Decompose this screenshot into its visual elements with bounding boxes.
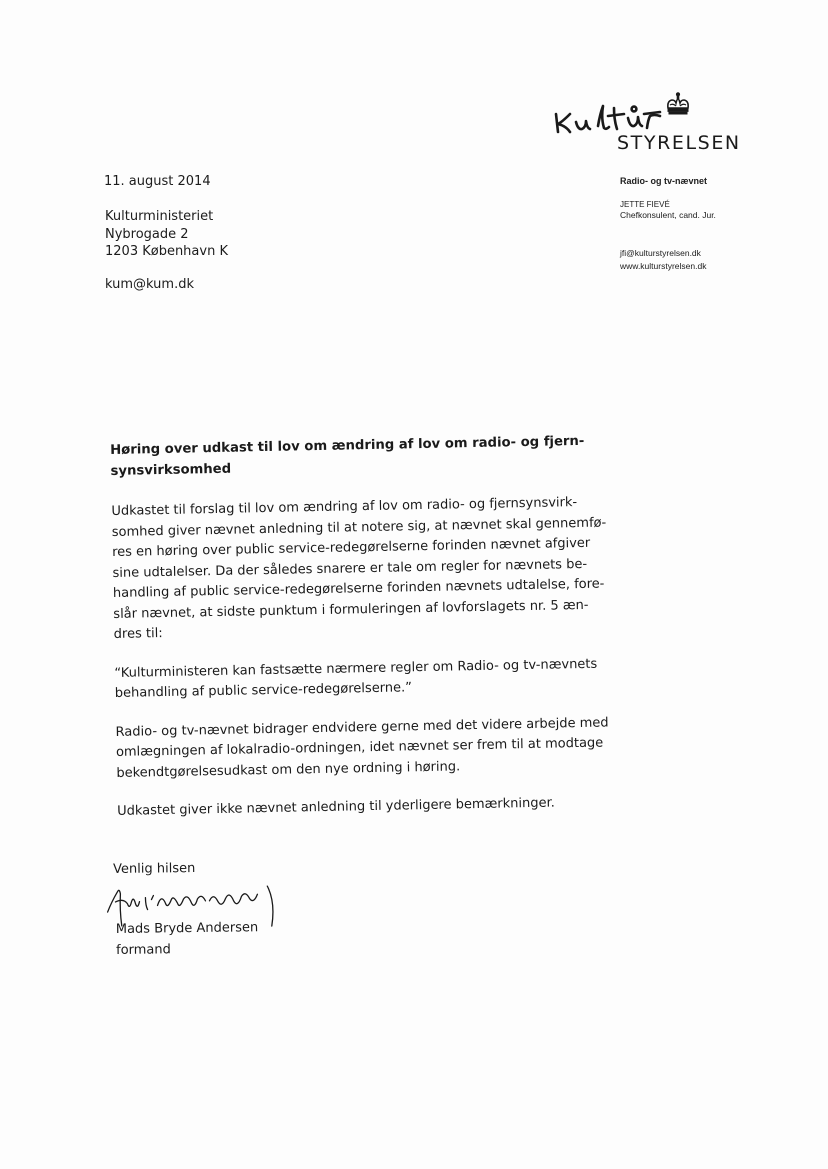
paragraph-line: Udkastet til forslag til lov om ændring af lov om radio- og fjernsynsvirk- bbox=[111, 495, 578, 519]
body-paragraph-3 bbox=[115, 712, 636, 783]
recipient-city: 1203 København K bbox=[105, 244, 228, 259]
paragraph-line: Radio- og tv-nævnet bidrager endvidere gerne med det videre arbejde med bbox=[115, 714, 609, 740]
letter-body bbox=[110, 430, 638, 840]
sender-block bbox=[620, 176, 810, 271]
paragraph-line: behandling af public service-redegørelserne.” bbox=[114, 680, 413, 701]
recipient-email: kum@kum.dk bbox=[105, 277, 194, 292]
letter-date: 11. august 2014 bbox=[104, 174, 211, 189]
recipient-street: Nybrogade 2 bbox=[105, 226, 189, 242]
body-paragraph-1 bbox=[111, 492, 634, 645]
sender-department: Radio- og tv-nævnet bbox=[620, 176, 707, 186]
paragraph-line: omlægningen af lokalradio-ordningen, idet nævnet ser frem til at modtage bbox=[115, 735, 604, 760]
signer-name: Mads Bryde Andersen bbox=[115, 920, 259, 937]
recipient-org: Kulturministeriet bbox=[105, 209, 214, 224]
paragraph-line: handling af public service-redegørelserne forinden nævnets udtalelse, fore- bbox=[112, 576, 605, 601]
crown-icon bbox=[664, 92, 692, 116]
kulturstyrelsen-logo bbox=[548, 92, 758, 164]
paragraph-line: bekendtgørelsesudkast om den nye ordning i høring. bbox=[116, 758, 461, 781]
letter-closing bbox=[113, 858, 413, 958]
letter-subject bbox=[110, 430, 631, 482]
sender-name: JETTE FIEVÉ bbox=[620, 200, 670, 209]
styrelsen-wordmark: STYRELSEN bbox=[617, 132, 741, 154]
signer-role: formand bbox=[115, 942, 171, 958]
body-paragraph-4 bbox=[117, 792, 637, 822]
subject-line: Høring over udkast til lov om ændring af lov om radio- og fjern- bbox=[110, 433, 585, 458]
closing-greeting: Venlig hilsen bbox=[113, 860, 196, 877]
paragraph-line: Udkastet giver ikke nævnet anledning til yderligere bemærkninger. bbox=[116, 795, 555, 819]
paragraph-line: slår nævnet, at sidste punktum i formuleringen af lovforslagets nr. 5 æn- bbox=[113, 597, 589, 622]
recipient-address bbox=[105, 208, 228, 261]
paragraph-line: dres til: bbox=[113, 626, 163, 642]
body-paragraph-quote bbox=[114, 653, 635, 704]
paragraph-line: “Kulturministeren kan fastsætte nærmere regler om Radio- og tv-nævnets bbox=[114, 656, 598, 681]
paragraph-line: sine udtalelser. Da der således snarere er tale om regler for nævnets be- bbox=[112, 556, 588, 581]
sender-email: jfi@kulturstyrelsen.dk bbox=[620, 248, 701, 258]
sender-title: Chefkonsulent, cand. Jur. bbox=[620, 210, 716, 220]
subject-line: synsvirksomhed bbox=[110, 461, 232, 479]
paragraph-line: res en høring over public service-redegørelserne forinden nævnet afgiver bbox=[112, 535, 591, 560]
sender-website: www.kulturstyrelsen.dk bbox=[620, 261, 707, 271]
paragraph-line: somhed giver nævnet anledning til at notere sig, at nævnet skal gennemfø- bbox=[111, 514, 607, 540]
